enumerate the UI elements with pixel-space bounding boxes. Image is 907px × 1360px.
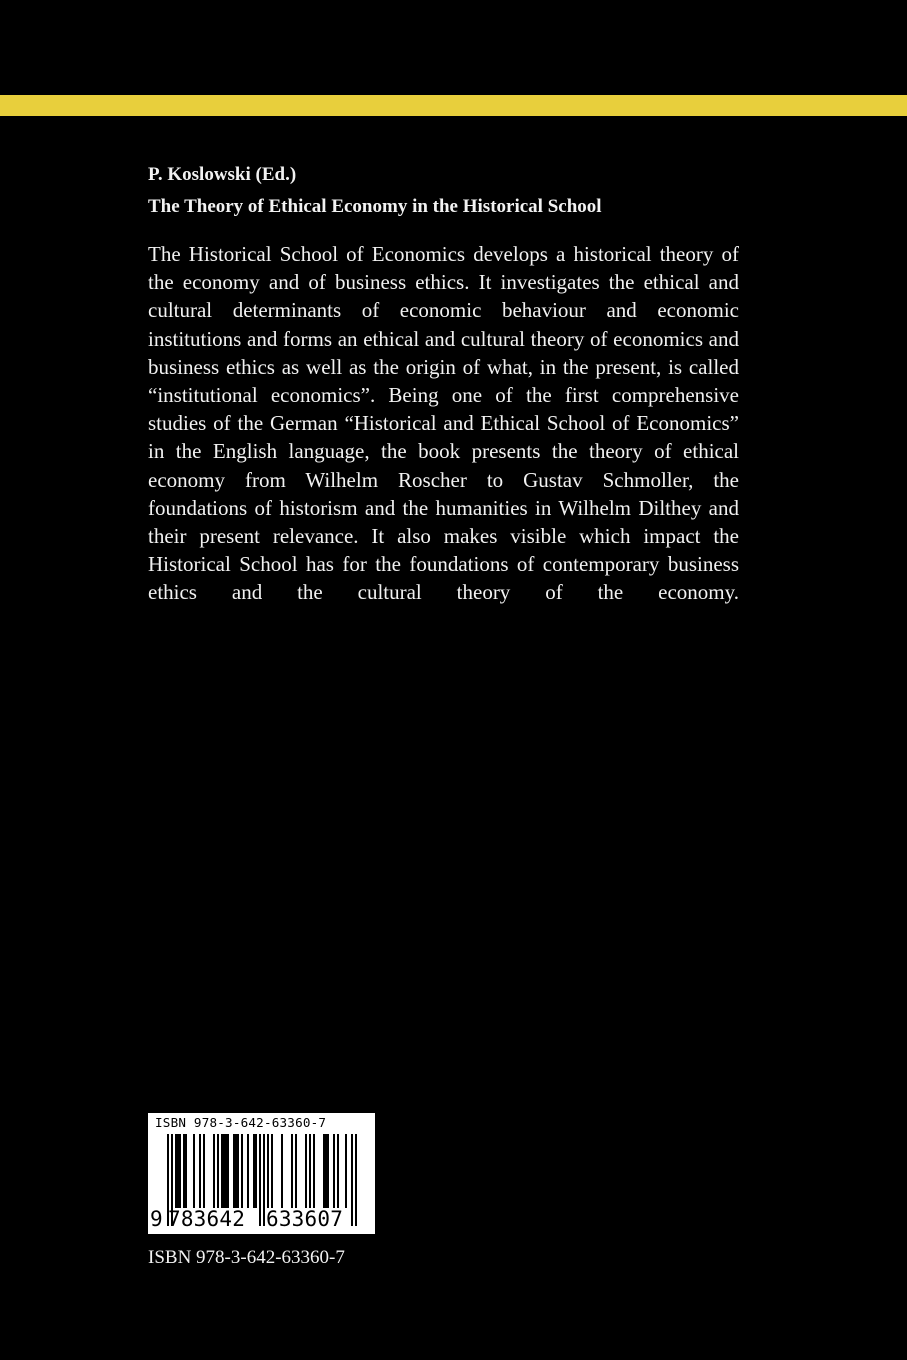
book-title: The Theory of Ethical Economy in the Historical School (148, 196, 602, 217)
barcode-bar (355, 1134, 357, 1226)
barcode-bar (291, 1134, 293, 1208)
barcode-bar (323, 1134, 325, 1208)
barcode-bar (221, 1134, 223, 1208)
barcode-bar (177, 1134, 179, 1208)
barcode-bar (259, 1134, 261, 1226)
barcode-bar (333, 1134, 335, 1208)
book-header (148, 159, 768, 223)
isbn-text: ISBN 978-3-642-63360-7 (148, 1247, 345, 1268)
barcode-bar (325, 1134, 327, 1208)
barcode-bar (217, 1134, 219, 1208)
barcode-bar (305, 1134, 307, 1208)
barcode-isbn-label: ISBN 978-3-642-63360-7 (155, 1115, 327, 1130)
barcode-bar (223, 1134, 225, 1208)
barcode-bar (281, 1134, 283, 1208)
barcode-bar (313, 1134, 315, 1208)
barcode-bar (237, 1134, 239, 1208)
barcode-bar (241, 1134, 243, 1208)
barcode-bar (247, 1134, 249, 1208)
barcode-bar (199, 1134, 201, 1208)
isbn-barcode (148, 1113, 375, 1234)
book-description: The Historical School of Economics develops a historical theory of the economy and of business ethics. It investigates the ethical and cultural determinants of economic behaviour and economic institutions and forms an ethical and cultural theory of economics and business ethics as well as the origin of what, in the present, is called “institutional economics”. Being one of the first comprehensive studies of the German “Historical and Ethical School of Economics” in the English language, the book presents the theory of ethical economy from Wilhelm Roscher to Gustav Schmoller, the foundations of historism and the humanities in Wilhelm Dilthey and their present relevance. It also makes visible which impact the Historical School has for the foundations of contemporary business ethics and the cultural theory of the economy. (148, 242, 739, 605)
barcode-bar (235, 1134, 237, 1208)
barcode-bar (295, 1134, 297, 1208)
barcode-bar (267, 1134, 269, 1208)
barcode-bar (271, 1134, 273, 1208)
barcode-bar (337, 1134, 339, 1208)
barcode-bar (225, 1134, 227, 1208)
editor-name: P. Koslowski (Ed.) (148, 164, 297, 185)
barcode-bar (327, 1134, 329, 1208)
barcode-bar (255, 1134, 257, 1208)
barcode-bar (213, 1134, 215, 1208)
barcode-bar (253, 1134, 255, 1208)
barcode-bar (263, 1134, 265, 1226)
barcode-digits-left: 783642 (168, 1207, 246, 1231)
barcode-bar (227, 1134, 229, 1208)
barcode-bar (185, 1134, 187, 1208)
yellow-top-stripe (0, 95, 907, 116)
barcode-digit-first: 9 (150, 1207, 163, 1231)
barcode-bar (233, 1134, 235, 1208)
barcode-bar (345, 1134, 347, 1208)
barcode-bar (175, 1134, 177, 1208)
barcode-bar (203, 1134, 205, 1208)
barcode-bar (309, 1134, 311, 1208)
barcode-digits-right: 633607 (266, 1207, 344, 1231)
barcode-bar (179, 1134, 181, 1208)
barcode-bar (351, 1134, 353, 1226)
barcode-bar (193, 1134, 195, 1208)
barcode-bar (183, 1134, 185, 1208)
